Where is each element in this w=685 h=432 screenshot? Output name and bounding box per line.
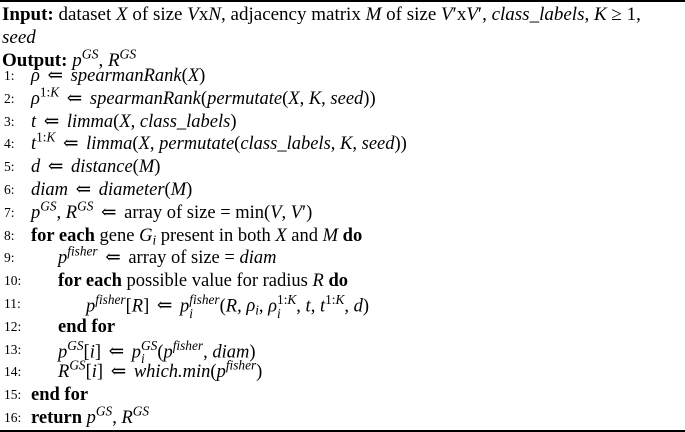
algorithm-line-5: 5: d ⇐ distance(M) [4,157,161,178]
array-of-size-text: array of size [124,202,216,223]
gene-text: gene [99,225,135,246]
algorithm-line-6: 6: diam ⇐ diameter(M) [4,179,193,200]
algorithm-line-9: 9: $p^{fisher}$ ⇐ array of size = diam [4,244,277,269]
end-for-keyword: end for [58,316,116,337]
line-number: 2: [4,90,15,106]
algorithm-line-13: 13: $p^{GS}[i]$ ⇐ p GS i ($p^{fisher}$, diam) [4,337,256,367]
algorithm-line-16: 16: return $p^{GS}$, $R^{GS}$ [4,403,150,428]
return-keyword: return [31,407,83,428]
line-number: 13: [4,341,22,357]
line-number: 1: [4,68,15,83]
line-number: 16: [4,409,22,425]
algorithm-line-7: 7: $p^{GS}$, $R^{GS}$ ⇐ array of size = min(V, V′) [4,198,313,223]
algorithm-line-1: 1: ρ ⇐ spearmanRank(X) [4,66,206,86]
line-number: 7: [4,204,15,220]
algorithm-line-10: 10: for each possible value for radius R do [4,271,348,292]
possible-value-text: possible value for radius [126,271,308,292]
output-label: Output: [2,50,68,71]
do-keyword: do [328,271,348,292]
algorithm-line-2: 2: $\rho^{1:K}$ ⇐ spearmanRank(permutate(X, K, seed)) [4,84,376,109]
array-of-size-text: array of size [128,248,220,269]
line-number: 14: [4,364,22,380]
algorithm-header [2,3,682,72]
line-number: 6: [4,181,15,197]
min-text: min [235,202,265,223]
line-number: 4: [4,136,15,152]
algorithm-line-14: 14: $R^{GS}[i]$ ⇐ $which.\min(p^{fisher})$ [4,358,263,383]
and-text: and [291,225,318,246]
line-number: 15: [4,387,22,403]
input-line: Input: dataset X of size VxN, adjacency matrix M of size V′xV′, class_labels, K ≥ 1, [2,4,641,25]
line-number: 11: [4,295,21,311]
for-each-keyword: for each [58,271,122,292]
do-keyword: do [342,225,363,246]
algorithm-line-3: 3: t ⇐ limma(X, class_labels) [4,111,237,132]
input-line-continued: seed [2,27,36,48]
line-number: 3: [4,113,15,129]
algorithm-lines [0,65,685,430]
top-rule [0,0,685,2]
line-number: 5: [4,159,15,175]
output-line: Output: $p^{GS}$, $R^{GS}$ [2,46,137,71]
algorithm-line-11: 11: $p^{fisher}[R]$ ⇐ p fisher i (R, $\rho_i$, ρ 1:K i , t, $t^{1:K}$, d) [4,291,369,321]
algorithm-line-12 [0,316,685,339]
for-each-keyword: for each [31,225,95,246]
present-text: present in both [160,225,271,246]
line-number: 10: [4,273,22,289]
algorithm-line-4: 4: $t^{1:K}$ ⇐ limma(X, permutate(class_labels, K, seed)) [4,130,407,155]
end-for-keyword: end for [31,385,89,406]
line-number: 8: [4,227,15,243]
algorithm-line-8: 8: for each gene $G_i$ present in both X and M do [4,225,363,247]
line-number: 12: [4,318,22,334]
input-label: Input: [2,4,54,25]
line-number: 9: [4,250,15,266]
